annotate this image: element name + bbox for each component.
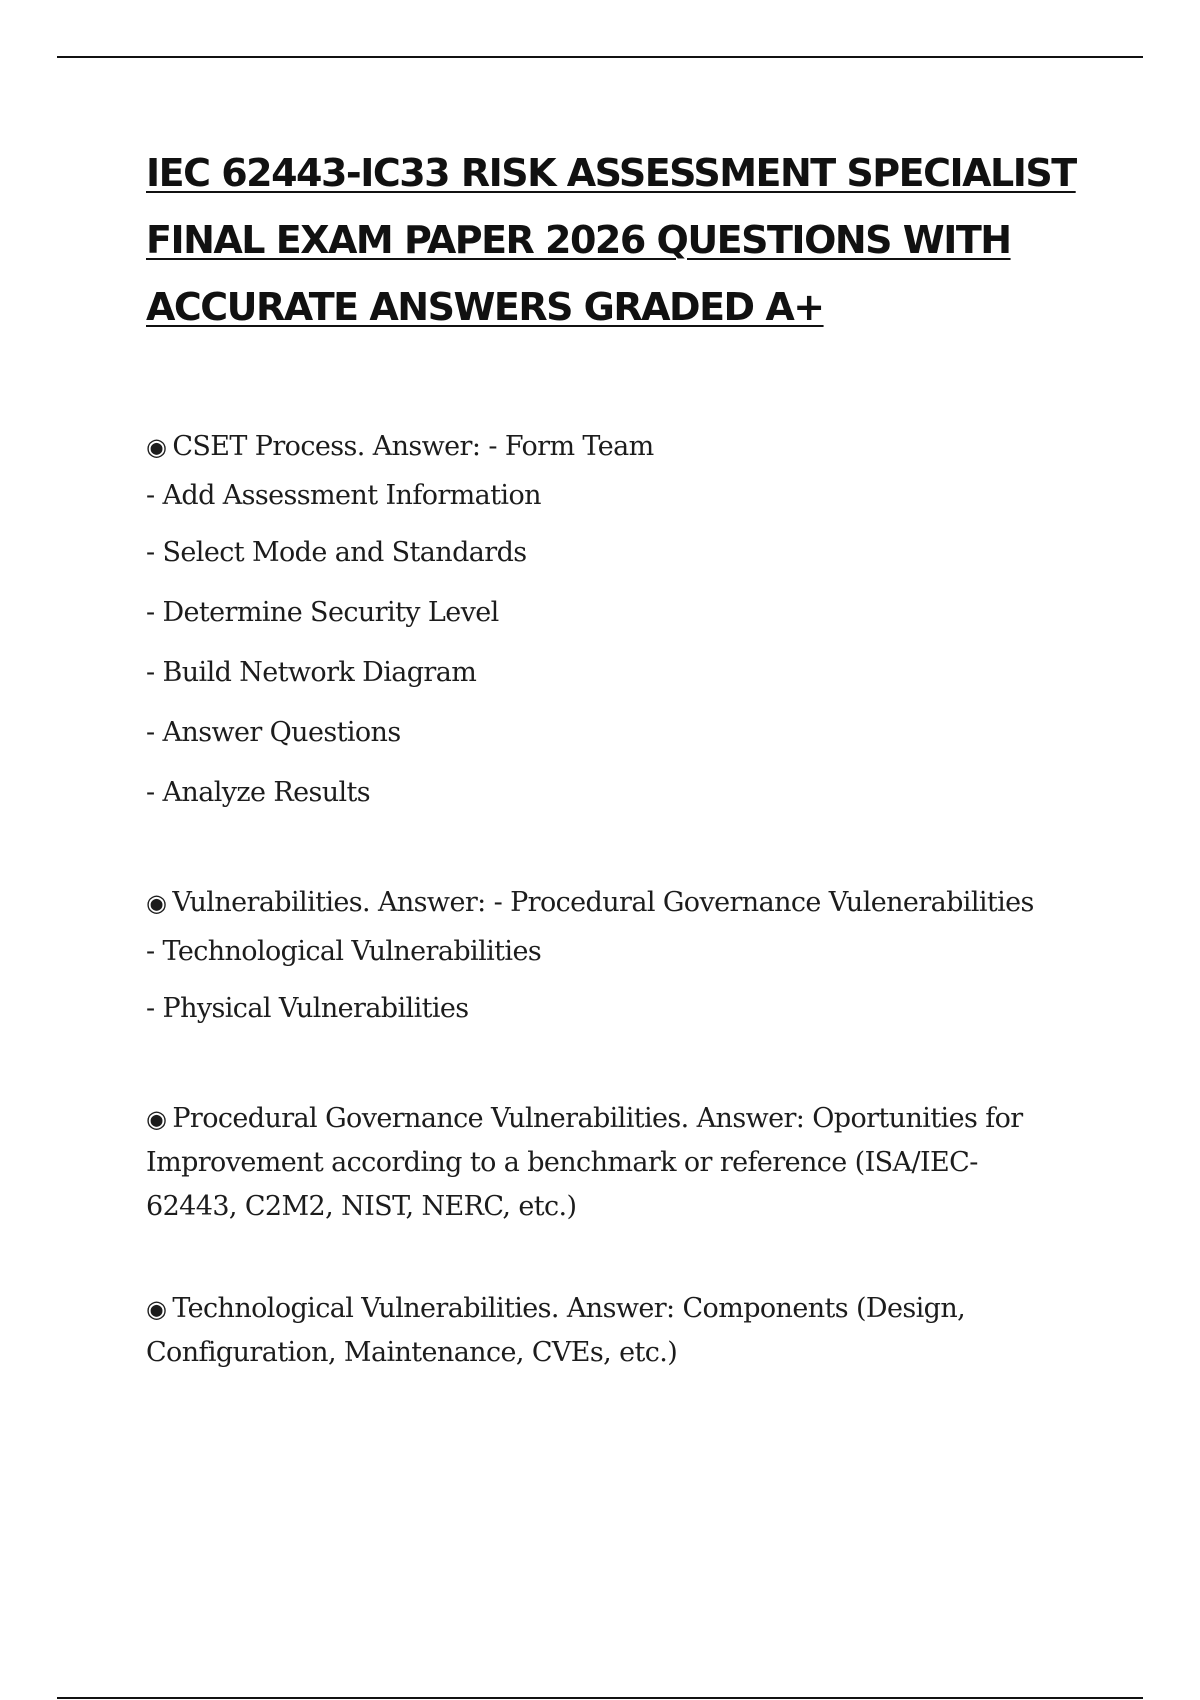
radio-bullet-icon: ◉ — [146, 889, 167, 917]
question-text: ◉ Technological Vulnerabilities. Answer: Components (Design, — [146, 1293, 966, 1324]
question-block — [146, 425, 1096, 823]
top-horizontal-rule — [57, 56, 1143, 58]
question-text-continued: Improvement according to a benchmark or reference (ISA/IEC- — [146, 1147, 978, 1178]
title-line: FINAL EXAM PAPER 2026 QUESTIONS WITH — [146, 218, 1011, 262]
answer-item: - Select Mode and Standards — [146, 537, 527, 568]
question-block — [146, 881, 1096, 1039]
title-line: ACCURATE ANSWERS GRADED A+ — [146, 285, 824, 329]
question-list — [146, 425, 1096, 1375]
answer-item: - Technological Vulnerabilities — [146, 936, 542, 967]
answer-item: - Analyze Results — [146, 777, 371, 808]
answer-item: - Add Assessment Information — [146, 480, 541, 511]
document-title — [146, 140, 1096, 341]
radio-bullet-icon: ◉ — [146, 1105, 167, 1133]
question-block — [146, 1097, 1096, 1229]
answer-item: - Build Network Diagram — [146, 657, 477, 688]
radio-bullet-icon: ◉ — [146, 1295, 167, 1323]
answer-item: - Answer Questions — [146, 717, 401, 748]
question-text: ◉ CSET Process. Answer: - Form Team — [146, 431, 654, 462]
answer-item: - Determine Security Level — [146, 597, 499, 628]
document-body — [146, 140, 1096, 1433]
title-line: IEC 62443-IC33 RISK ASSESSMENT SPECIALIST — [146, 151, 1076, 195]
question-text-continued: Configuration, Maintenance, CVEs, etc.) — [146, 1337, 678, 1368]
question-text: ◉ Vulnerabilities. Answer: - Procedural Governance Vulenerabilities — [146, 887, 1034, 918]
question-block — [146, 1287, 1096, 1375]
bottom-horizontal-rule — [57, 1697, 1143, 1699]
answer-item: - Physical Vulnerabilities — [146, 993, 469, 1024]
question-text-continued: 62443, C2M2, NIST, NERC, etc.) — [146, 1191, 577, 1222]
radio-bullet-icon: ◉ — [146, 433, 167, 461]
question-text: ◉ Procedural Governance Vulnerabilities. Answer: Oportunities for — [146, 1103, 1023, 1134]
